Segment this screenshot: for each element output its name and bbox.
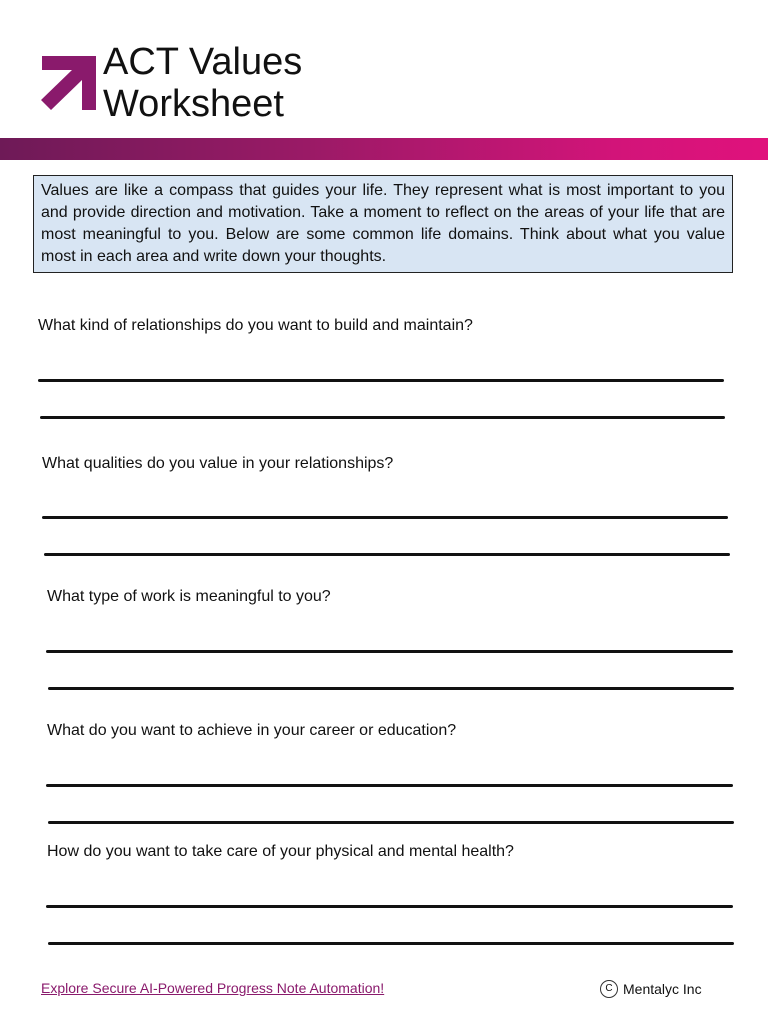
answer-line[interactable] — [48, 942, 734, 945]
answer-line[interactable] — [40, 416, 725, 419]
question-2: What qualities do you value in your relationships? — [42, 455, 394, 472]
answer-line[interactable] — [46, 784, 733, 787]
page-title-line-1: ACT Values — [103, 41, 303, 83]
answer-line[interactable] — [38, 379, 724, 382]
company-name: Mentalyc Inc — [623, 981, 702, 997]
footer-brand — [600, 980, 702, 998]
question-1: What kind of relationships do you want to build and maintain? — [38, 317, 473, 334]
question-4: What do you want to achieve in your career or education? — [47, 722, 457, 739]
answer-line[interactable] — [42, 516, 728, 519]
answer-line[interactable] — [46, 905, 733, 908]
diagonal-arrow-icon — [38, 52, 100, 112]
question-5: How do you want to take care of your physical and mental health? — [47, 843, 514, 860]
answer-line[interactable] — [44, 553, 730, 556]
answer-line[interactable] — [46, 650, 733, 653]
answer-line[interactable] — [48, 821, 734, 824]
header-gradient-band — [0, 138, 768, 160]
page-title-line-2: Worksheet — [103, 83, 284, 125]
footer-promo-link[interactable]: Explore Secure AI-Powered Progress Note Automation! — [41, 980, 385, 996]
page-title — [103, 41, 302, 125]
answer-line[interactable] — [48, 687, 734, 690]
question-3: What type of work is meaningful to you? — [47, 588, 331, 605]
copyright-icon: C — [600, 980, 618, 998]
intro-box: Values are like a compass that guides your life. They represent what is most important to you and provide direction and motivation. Take a moment to reflect on the areas of your life that are most meaningful to you. Below are some common life domains. Think about what you value most in each area and write down your thoughts. — [33, 175, 733, 273]
